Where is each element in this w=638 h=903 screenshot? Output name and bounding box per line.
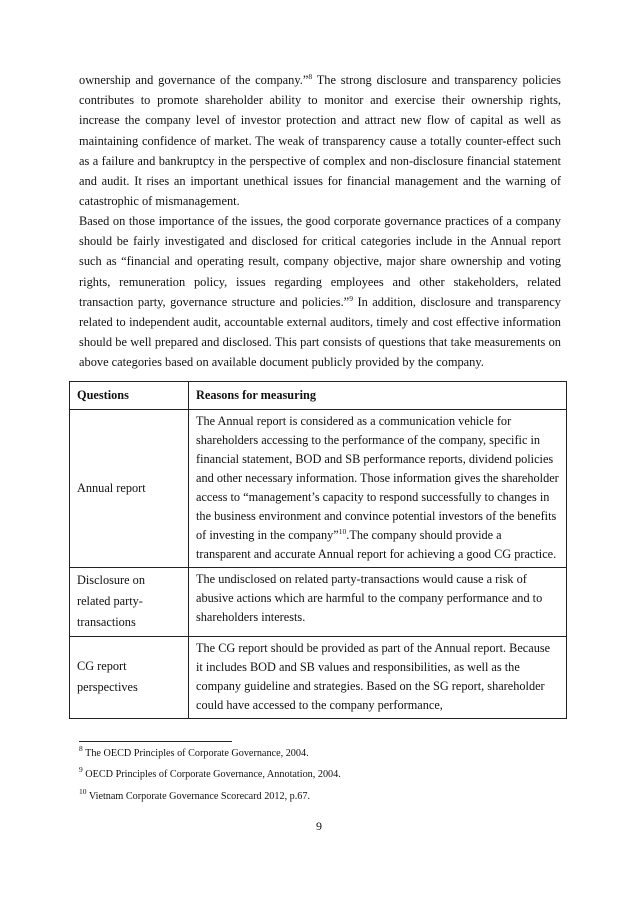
footnote-number: 8 [79, 744, 83, 753]
table-row [70, 410, 567, 568]
reason-text-b: .The company should provide a transparent and accurate Annual report for achieving a good CG practice. [196, 528, 557, 561]
reason-text-a: The Annual report is considered as a communication vehicle for shareholders accessing to the performance of the company, specific in financial statement, BOD and SB performance reports, dividend policies and other necessary information. Those information gives the shareholder access to “management’s capacity to respond successfully to changes in the business environment and convince potential investors of the benefits of investing in the company” [196, 414, 559, 542]
footnote-ref-10[interactable]: 10 [338, 527, 347, 536]
page-number: 9 [316, 819, 322, 833]
reason-cell: The undisclosed on related party-transactions would cause a risk of abusive actions which are harmful to the company performance and to shareholders interests. [189, 568, 567, 637]
footnote-text: Vietnam Corporate Governance Scorecard 2012, p.67. [86, 791, 311, 802]
footnote-text: The OECD Principles of Corporate Governance, 2004. [82, 748, 309, 759]
footnote-number: 9 [79, 765, 83, 774]
table-header-row [70, 382, 567, 410]
footnote-ref-9[interactable]: 9 [349, 293, 353, 303]
paragraph-2-text-b: In addition, disclosure and transparency related to independent audit, accountable external auditors, timely and cost effective information should be well prepared and disclosed. This part consists of questions that take measurements on above categories based on available document publicly provided by the company. [79, 294, 561, 370]
measurement-table [69, 381, 567, 719]
body-paragraph-1 [79, 70, 561, 211]
header-questions: Questions [70, 382, 189, 410]
footnote-9 [79, 765, 341, 780]
footnote-10 [79, 787, 311, 802]
reason-cell [189, 410, 567, 568]
paragraph-1-text-a: ownership and governance of the company.” [79, 73, 309, 87]
footnote-divider [79, 741, 232, 742]
question-cell: Annual report [70, 410, 189, 568]
reason-cell: The CG report should be provided as part of the Annual report. Because it includes BOD and SB values and responsibilities, as well as the company guideline and strategies. Based on the SG report, shareholder could have accessed to the company performance, [189, 637, 567, 719]
footnote-ref-8[interactable]: 8 [308, 72, 313, 81]
question-cell: Disclosure on related party-transactions [70, 568, 189, 637]
table-row [70, 637, 567, 719]
table-row [70, 568, 567, 637]
body-paragraph-2 [79, 211, 561, 373]
question-cell: CG report perspectives [70, 637, 189, 719]
paragraph-2-text-a: Based on those importance of the issues, the good corporate governance practices of a company should be fairly investigated and disclosed for critical categories include in the Annual report such as “financial and operating result, company objective, major share ownership and voting rights, remuneration policy, issues regarding employees and other stakeholders, related transaction party, governance structure and policies.” [79, 214, 561, 309]
header-reasons: Reasons for measuring [189, 382, 567, 410]
footnote-text: OECD Principles of Corporate Governance, Annotation, 2004. [82, 769, 341, 780]
paragraph-1-text-b: The strong disclosure and transparency policies contributes to promote shareholder ability to monitor and exercise their ownership rights, increase the company level of investor protection and attract new flow of capital as well as maintaining confidence of market. The weak of transparency cause a totally counter-effect such as a failure and bankruptcy in the perspective of complex and non-disclosure financial statement and audit. It rises an important unethical issues for financial management and the warning of catastrophic of mismanagement. [79, 73, 561, 209]
footnote-number: 10 [79, 787, 87, 796]
footnote-8 [79, 744, 309, 759]
